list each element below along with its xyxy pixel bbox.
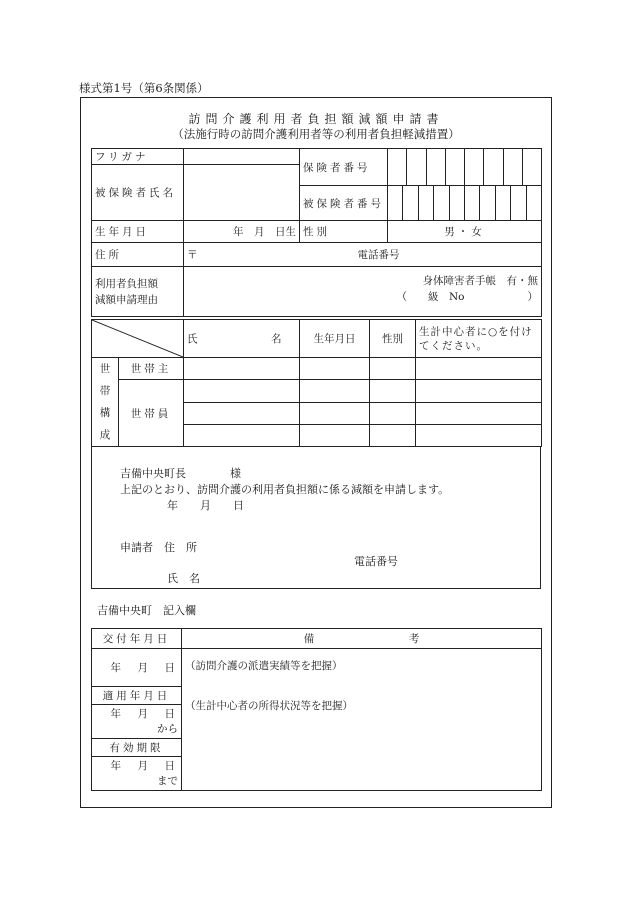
postal-mark: 〒	[187, 249, 198, 261]
office-heading: 吉備中央町 記入欄	[97, 604, 196, 617]
household-head-gender[interactable]	[370, 358, 416, 380]
insured-number-label: 被保険者番号	[300, 186, 388, 221]
form-title: 訪問介護利用者負担額減額申請書	[188, 112, 444, 126]
statement: 上記のとおり、訪問介護の利用者負担額に係る減額を申請します。	[120, 483, 450, 496]
household-member-label: 世帯員	[119, 380, 184, 447]
gender-label: 性別	[300, 221, 388, 243]
issue-date-label: 交付年月日	[92, 629, 182, 649]
remark-note-2: （生計中心者の所得状況等を把握）	[185, 700, 353, 712]
household-col-gender: 性別	[370, 320, 416, 358]
applicant-address-label: 申請者 住 所	[120, 541, 197, 554]
application-form	[80, 97, 552, 808]
remark-note-1: （訪問介護の派遣実績等を把握）	[185, 660, 343, 672]
insurer-number-label: 保険者番号	[300, 149, 388, 186]
valid-period-ymd: 年 月 日	[110, 759, 178, 772]
valid-period-until: まで	[157, 774, 178, 787]
apply-date-field[interactable]	[92, 705, 182, 739]
member-2-birth[interactable]	[300, 403, 370, 425]
address-label: 住所	[92, 243, 184, 267]
diagonal-line	[92, 320, 183, 357]
group-char-2: 帯	[99, 385, 111, 397]
member-1-note[interactable]	[416, 380, 542, 403]
member-3-birth[interactable]	[300, 425, 370, 447]
disability-grade: （ 級 No ）	[396, 291, 538, 303]
household-group-label	[92, 358, 119, 447]
gender-options[interactable]: 男・女	[388, 221, 542, 243]
insured-number-boxes[interactable]	[388, 186, 542, 221]
furigana-label: フリガナ	[92, 149, 184, 165]
declaration-date: 年 月 日	[167, 499, 244, 512]
household-head-name[interactable]	[184, 358, 300, 380]
address-field[interactable]	[184, 243, 542, 267]
diagonal-header-cell	[92, 320, 184, 358]
reason-label-line1: 利用者負担額	[95, 277, 158, 290]
member-3-name[interactable]	[184, 425, 300, 447]
phone-label: 電話番号	[357, 249, 400, 261]
insurer-number-boxes[interactable]	[388, 149, 542, 186]
valid-period-field[interactable]	[92, 757, 182, 791]
applicant-name-label: 氏 名	[167, 572, 200, 585]
birthdate-field[interactable]: 年 月 日生	[184, 221, 300, 243]
household-head-label: 世帯主	[119, 358, 184, 380]
apply-date-label: 適用年月日	[92, 687, 182, 705]
form-subtitle: （法施行時の訪問介護利用者等の利用者負担軽減措置）	[172, 127, 460, 141]
household-head-note[interactable]	[416, 358, 542, 380]
applicant-table	[91, 148, 542, 317]
remarks-header: 備 考	[182, 629, 542, 649]
furigana-field[interactable]	[184, 149, 300, 165]
office-table	[91, 628, 542, 791]
member-1-birth[interactable]	[300, 380, 370, 403]
apply-date-from: から	[157, 722, 178, 735]
birthdate-label: 生年月日	[92, 221, 184, 243]
reason-label-line2: 減額申請理由	[95, 293, 158, 306]
reason-label	[92, 267, 184, 317]
group-char-4: 成	[99, 429, 111, 441]
reason-field[interactable]	[184, 267, 542, 317]
member-2-note[interactable]	[416, 403, 542, 425]
remarks-field[interactable]	[182, 649, 542, 791]
member-3-note[interactable]	[416, 425, 542, 447]
household-col-birth: 生年月日	[300, 320, 370, 358]
applicant-phone-label: 電話番号	[354, 555, 398, 568]
declaration-box	[91, 446, 541, 589]
household-col-name: 氏 名	[184, 320, 300, 358]
insured-name-field[interactable]	[184, 165, 300, 221]
member-2-gender[interactable]	[370, 403, 416, 425]
group-char-3: 構	[99, 407, 111, 419]
household-head-birth[interactable]	[300, 358, 370, 380]
issue-date-field[interactable]: 年 月 日	[92, 649, 182, 687]
addressee: 吉備中央町長 様	[120, 467, 241, 480]
insured-name-label: 被保険者氏名	[92, 165, 184, 221]
member-2-name[interactable]	[184, 403, 300, 425]
household-col-note: 生計中心者に○を付けてください。	[416, 320, 542, 358]
household-table	[91, 319, 542, 447]
valid-period-label: 有効期限	[92, 739, 182, 757]
form-number-label: 様式第1号（第6条関係）	[79, 81, 209, 95]
apply-date-ymd: 年 月 日	[110, 707, 178, 720]
disability-card: 身体障害者手帳 有・無	[422, 275, 538, 287]
member-1-gender[interactable]	[370, 380, 416, 403]
member-1-name[interactable]	[184, 380, 300, 403]
member-3-gender[interactable]	[370, 425, 416, 447]
group-char-1: 世	[99, 363, 111, 375]
